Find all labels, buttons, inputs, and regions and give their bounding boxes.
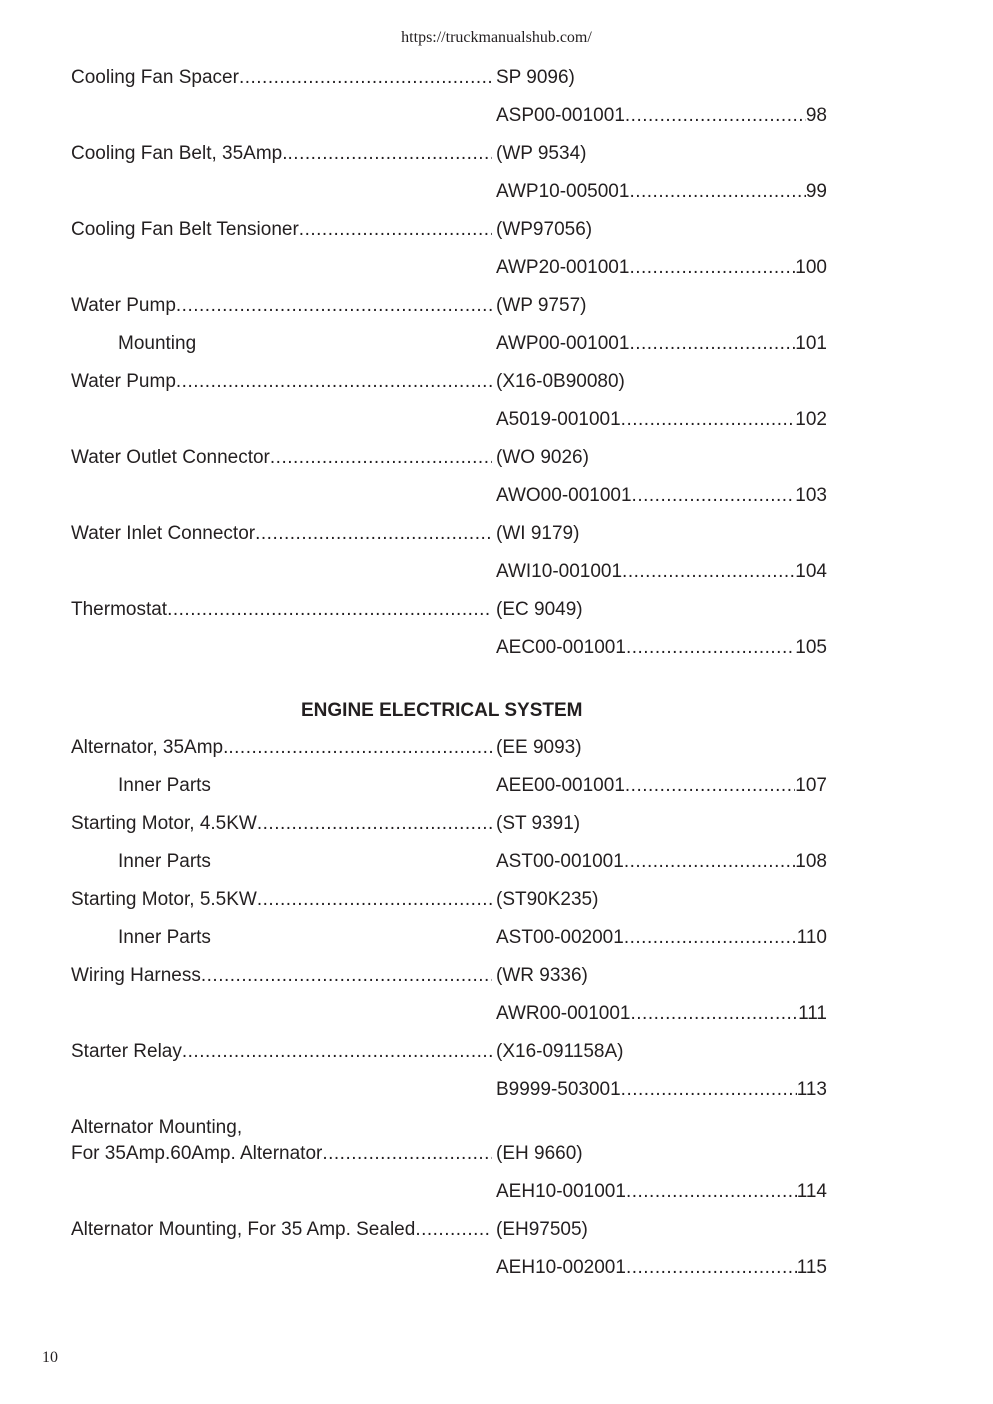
entry-label: Starting Motor, 5.5KW [71,889,257,910]
entry-reference [496,1180,827,1204]
entry-title [71,1142,492,1166]
entry-page: 101 [795,333,827,354]
entry-reference [496,256,827,280]
dot-leader [415,1218,492,1242]
entry-label: Inner Parts [118,927,211,948]
entry-label: Alternator Mounting, For 35 Amp. Sealed [71,1219,416,1240]
entry-reference [496,1218,827,1242]
entry-page: 99 [805,181,827,202]
entry-reference [496,1078,827,1102]
toc-entry [71,104,831,128]
entry-label: Water Pump [71,295,176,316]
toc-entry [71,218,831,242]
entry-reference [496,774,827,798]
dot-leader [626,1256,797,1280]
dot-leader [211,850,492,874]
toc-entry [71,636,831,660]
entry-ref: AEH10-002001 [496,1257,626,1278]
entry-ref: AEH10-001001 [496,1181,626,1202]
dot-leader [632,484,796,508]
entry-title [118,774,492,798]
entry-reference [496,294,827,318]
entry-page: 108 [795,851,827,872]
entry-reference [496,926,827,950]
entry-ref: AST00-001001 [496,851,624,872]
entry-ref: AEC00-001001 [496,637,626,658]
entry-label: Water Outlet Connector [71,447,270,468]
entry-label: Thermostat [71,599,168,620]
entry-code: (WP97056) [496,219,593,240]
entry-reference [496,370,827,394]
entry-reference [496,736,827,760]
dot-leader [629,332,795,356]
entry-reference [496,104,827,128]
entry-title [71,964,492,988]
entry-page: 115 [796,1257,827,1278]
entry-title [71,142,492,166]
entry-title [71,446,492,470]
entry-title [71,598,492,622]
dot-leader [167,598,492,622]
entry-reference [496,522,827,546]
dot-leader [626,636,795,660]
entry-reference [496,1256,827,1280]
entry-reference [496,66,827,90]
entry-code: (EC 9049) [496,599,583,620]
entry-code: (WP 9534) [496,143,587,164]
toc-entry [71,408,831,432]
toc-entry [71,1256,831,1280]
dot-leader [630,1002,798,1026]
toc-entry [71,774,831,798]
section-title: ENGINE ELECTRICAL SYSTEM [301,700,583,721]
entry-reference [496,964,827,988]
entry-code: (X16-091158A) [496,1041,624,1062]
dot-leader [621,1078,797,1102]
entry-code: (EH 9660) [496,1143,583,1164]
entry-reference [496,446,827,470]
toc-entry [71,1218,831,1242]
toc-entry [71,736,831,760]
entry-label: Mounting [118,333,197,354]
entry-ref: AEE00-001001 [496,775,625,796]
dot-leader [629,180,805,204]
entry-page: 104 [795,561,827,582]
dot-leader [625,104,806,128]
entry-reference [496,598,827,622]
toc-entry [71,256,831,280]
toc-entry [71,560,831,584]
entry-ref: AWP00-001001 [496,333,630,354]
dot-leader [624,926,797,950]
entry-reference [496,812,827,836]
entry-label: Water Inlet Connector [71,523,256,544]
entry-label: Alternator, 35Amp. [71,737,229,758]
dot-leader [242,1116,492,1140]
entry-page: 114 [796,1181,827,1202]
dot-leader [625,774,795,798]
entry-label: Starter Relay [71,1041,182,1062]
toc-entry [71,446,831,470]
entry-page: 107 [795,775,827,796]
page-number: 10 [42,1349,58,1366]
entry-title [118,332,492,356]
dot-leader [211,926,492,950]
toc-entry [71,1002,831,1026]
entry-title [118,926,492,950]
entry-page: 110 [796,927,827,948]
entry-title [71,736,492,760]
entry-ref: AST00-002001 [496,927,624,948]
entry-reference [496,888,827,912]
entry-title [71,218,492,242]
header-url: https://truckmanualshub.com/ [401,29,592,46]
entry-label: Cooling Fan Spacer [71,67,239,88]
entry-label: Cooling Fan Belt Tensioner [71,219,299,240]
entry-title [71,1218,492,1242]
dot-leader [299,218,492,242]
dot-leader [257,888,492,912]
entry-ref: AWP10-005001 [496,181,630,202]
dot-leader [196,332,492,356]
entry-label: For 35Amp.60Amp. Alternator [71,1143,323,1164]
toc-entry [71,598,831,622]
entry-ref: A5019-001001 [496,409,621,430]
dot-leader [257,812,492,836]
dot-leader [288,142,492,166]
entry-code: (WO 9026) [496,447,589,468]
entry-ref: AWI10-001001 [496,561,623,582]
entry-label: Water Pump [71,371,176,392]
entry-label: Starting Motor, 4.5KW [71,813,257,834]
entry-code: (WR 9336) [496,965,588,986]
dot-leader [176,370,492,394]
entry-code: (EE 9093) [496,737,582,758]
entry-title [71,888,492,912]
entry-code: (ST 9391) [496,813,581,834]
toc-entry [71,180,831,204]
entry-title [71,1040,492,1064]
entry-ref: B9999-503001 [496,1079,621,1100]
entry-label: Inner Parts [118,851,211,872]
entry-page: 102 [795,409,827,430]
entry-reference [496,850,827,874]
entry-page: 98 [805,105,827,126]
dot-leader [239,66,492,90]
entry-reference [496,560,827,584]
toc-entry [71,926,831,950]
toc-entry [71,1116,831,1140]
entry-label: Alternator Mounting, [71,1117,243,1138]
dot-leader [201,964,492,988]
entry-reference [496,1142,827,1166]
entry-code: SP 9096) [496,67,575,88]
toc-entry [71,888,831,912]
entry-reference [496,1002,827,1026]
dot-leader [211,774,492,798]
toc-entry [71,484,831,508]
entry-label: Inner Parts [118,775,211,796]
toc-entry [71,522,831,546]
entry-label: Wiring Harness [71,965,201,986]
entry-page: 113 [796,1079,827,1100]
dot-leader [182,1040,492,1064]
entry-ref: AWR00-001001 [496,1003,631,1024]
dot-leader [176,294,492,318]
dot-leader [322,1142,492,1166]
dot-leader [622,560,795,584]
entry-ref: ASP00-001001 [496,105,625,126]
dot-leader [626,1180,797,1204]
entry-reference [496,180,827,204]
entry-ref: AWO00-001001 [496,485,632,506]
toc-entry [71,370,831,394]
entry-code: (ST90K235) [496,889,599,910]
dot-leader [629,256,795,280]
entry-reference [496,408,827,432]
entry-reference [496,1040,827,1064]
entry-title [71,812,492,836]
entry-title [71,294,492,318]
dot-leader [624,850,795,874]
dot-leader [270,446,492,470]
entry-title [71,522,492,546]
entry-code: (EH97505) [496,1219,588,1240]
entry-page: 105 [795,637,827,658]
entry-reference [496,484,827,508]
toc-entry [71,1040,831,1064]
entry-code: (WP 9757) [496,295,587,316]
toc-entry [71,66,831,90]
toc-entry [71,964,831,988]
entry-page: 103 [795,485,827,506]
entry-reference [496,142,827,166]
toc-entry [71,812,831,836]
dot-leader [621,408,796,432]
toc-entry [71,142,831,166]
entry-title [118,850,492,874]
dot-leader [255,522,492,546]
entry-title [71,66,492,90]
toc-entry [71,1078,831,1102]
toc-entry [71,850,831,874]
entry-ref: AWP20-001001 [496,257,630,278]
entry-reference [496,332,827,356]
toc-entry [71,332,831,356]
toc-entry [71,294,831,318]
entry-page: 111 [798,1003,827,1024]
toc-entry [71,1142,831,1166]
entry-title [71,370,492,394]
dot-leader [228,736,492,760]
entry-label: Cooling Fan Belt, 35Amp. [71,143,288,164]
toc-entry [71,1180,831,1204]
entry-page: 100 [795,257,827,278]
entry-code: (WI 9179) [496,523,580,544]
entry-reference [496,218,827,242]
entry-code: (X16-0B90080) [496,371,625,392]
entry-reference [496,636,827,660]
entry-title [71,1116,492,1140]
